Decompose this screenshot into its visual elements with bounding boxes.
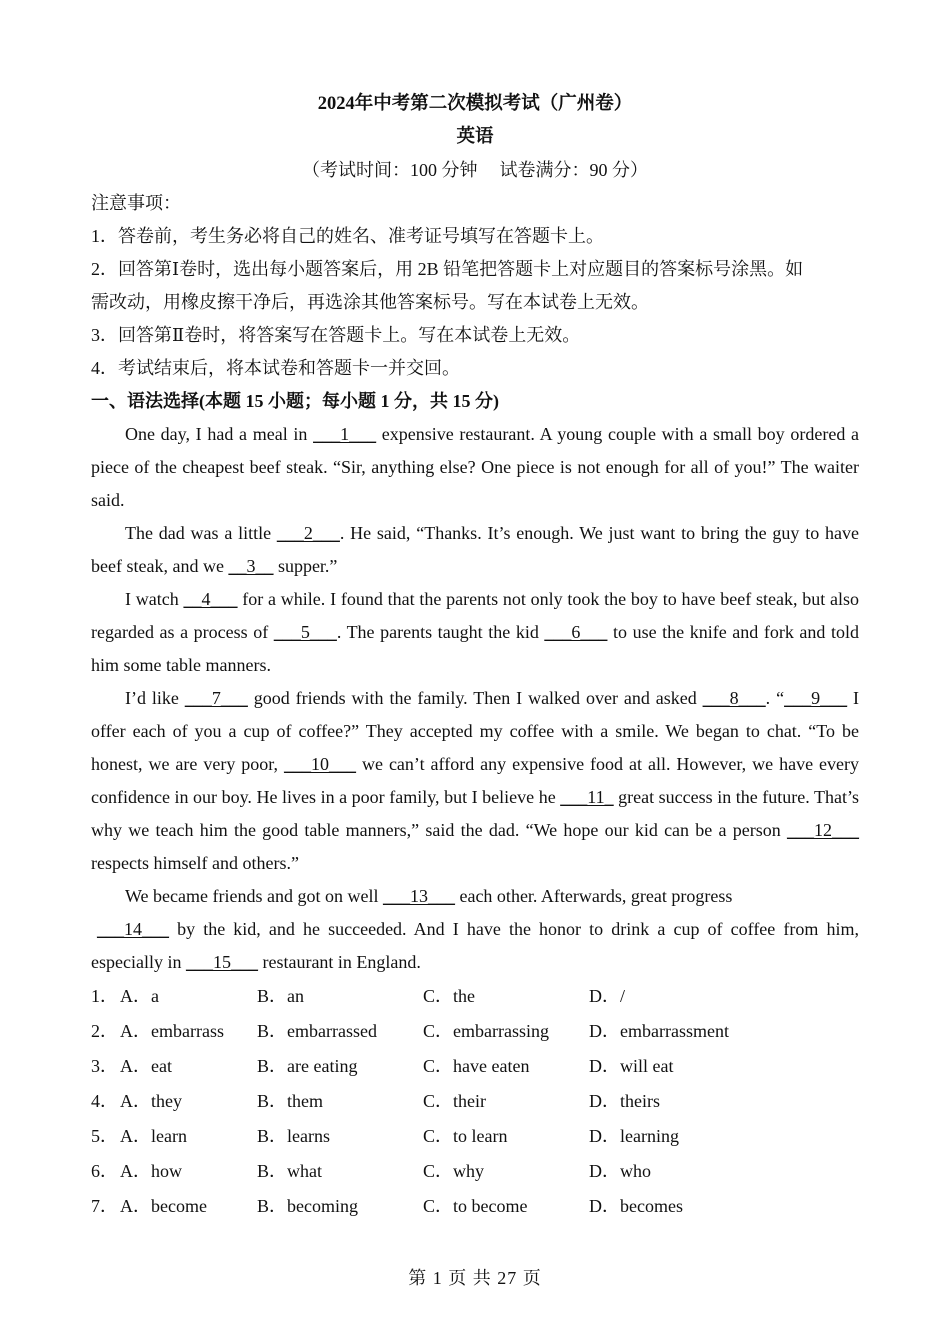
passage-text: for a while. I found that the parents not only took the boy to have beef steak, but also regarded as a process of (91, 589, 859, 642)
option-a: A．learn (120, 1126, 187, 1146)
passage-text: great success in the future. That’s why we teach him the good table manners,” said the dad. “We hope our kid can be a person (91, 787, 859, 840)
blank-1: ___1___ (313, 424, 377, 444)
option-b: B．what (257, 1161, 322, 1181)
blank-6: ___6___ (544, 622, 608, 642)
question-number: 2． (91, 1021, 118, 1041)
option-a: A．become (120, 1196, 207, 1216)
option-c: C．why (423, 1161, 485, 1181)
passage-text: . He said, “Thanks. It’s enough. We just want to bring the guy to have beef steak, and we (91, 523, 859, 576)
notice-heading: 注意事项： (91, 193, 181, 213)
notice-item: 1．答卷前，考生务必将自己的姓名、准考证号填写在答题卡上。 (91, 226, 604, 246)
exam-page (91, 88, 859, 1224)
passage-text: The dad was a little (125, 523, 277, 543)
question-number: 4． (91, 1091, 118, 1111)
page-footer: 第 1 页 共 27 页 (408, 1268, 542, 1288)
passage-paragraph (91, 682, 859, 880)
blank-3: __3__ (228, 556, 274, 576)
option-d: D．/ (589, 986, 625, 1006)
blank-14: ___14___ (97, 919, 169, 939)
passage-text: good friends with the family. Then I walked over and asked (247, 688, 703, 708)
option-c: C．the (423, 986, 475, 1006)
notice-item: 需改动，用橡皮擦干净后，再选涂其他答案标号。写在本试卷上无效。 (91, 292, 649, 312)
section-heading: 一、语法选择(本题 15 小题；每小题 1 分，共 15 分) (91, 391, 499, 411)
passage-text: We became friends and got on well (125, 886, 383, 906)
blank-15: ___15___ (185, 952, 258, 972)
question-number: 1． (91, 986, 118, 1006)
question-row (91, 1049, 859, 1084)
blank-12: ___12___ (787, 820, 859, 840)
option-c: C．have eaten (423, 1056, 530, 1076)
exam-score: 试卷满分：90 分） (499, 160, 648, 180)
passage-text: to use the knife and fork and told him some table manners. (91, 622, 859, 675)
option-a: A．how (120, 1161, 182, 1181)
option-d: D．who (589, 1161, 651, 1181)
passage-text: . The parents taught the kid (336, 622, 545, 642)
blank-7: ___7___ (184, 688, 248, 708)
question-row (91, 1119, 859, 1154)
passage-paragraph (91, 913, 859, 979)
passage-text: I’d like (125, 688, 185, 708)
passage-text: expensive restaurant. A young couple with a small boy ordered a piece of the cheapest beef steak. “Sir, anything else? One piece is not enough for all of you!” The waiter said. (91, 424, 860, 510)
option-b: B．becoming (257, 1196, 358, 1216)
blank-4: __4___ (183, 589, 238, 609)
question-number: 6． (91, 1161, 118, 1181)
exam-time: （考试时间：100 分钟 (302, 160, 478, 180)
passage-text: I watch (125, 589, 184, 609)
blank-8: ___8___ (702, 688, 766, 708)
question-row (91, 1189, 859, 1224)
question-row (91, 1154, 859, 1189)
passage-text: we can’t afford any expensive food at all. However, we have every confidence in our boy. He lives in a poor family, but I believe he (91, 754, 859, 807)
option-c: C．their (423, 1091, 486, 1111)
question-row (91, 1084, 859, 1119)
passage-text: One day, I had a meal in (125, 424, 314, 444)
option-b: B．them (257, 1091, 323, 1111)
option-a: A．they (120, 1091, 182, 1111)
exam-meta (91, 154, 859, 187)
page-title: 2024年中考第二次模拟考试（广州卷） (317, 94, 633, 114)
option-d: D．embarrassment (589, 1021, 729, 1041)
option-d: D．will eat (589, 1056, 674, 1076)
question-options (91, 979, 859, 1224)
option-a: A．eat (120, 1056, 172, 1076)
notice-item: 3．回答第Ⅱ卷时，将答案写在答题卡上。写在本试卷上无效。 (91, 325, 581, 345)
question-number: 3． (91, 1056, 118, 1076)
question-number: 7． (91, 1196, 118, 1216)
blank-11: ___11_ (560, 787, 614, 807)
passage-text: respects himself and others.” (91, 853, 299, 873)
notice-item: 4．考试结束后，将本试卷和答题卡一并交回。 (91, 358, 460, 378)
blank-5: ___5___ (273, 622, 337, 642)
passage-text: supper.” (273, 556, 338, 576)
option-a: A．a (120, 986, 159, 1006)
question-row (91, 979, 859, 1014)
notice-item: 2．回答第Ⅰ卷时，选出每小题答案后，用 2B 铅笔把答题卡上对应题目的答案标号涂黑。如 (91, 259, 804, 279)
option-c: C．embarrassing (423, 1021, 549, 1041)
passage-text: by the kid, and he succeeded. And I have the honor to drink a cup of coffee from him, especially in (91, 919, 859, 972)
passage-paragraph (91, 583, 859, 682)
passage-text: each other. Afterwards, great progress (454, 886, 733, 906)
passage-paragraph (91, 880, 859, 913)
option-d: D．becomes (589, 1196, 683, 1216)
passage-text: . “ (765, 688, 785, 708)
question-number: 5． (91, 1126, 118, 1146)
option-b: B．embarrassed (257, 1021, 377, 1041)
blank-2: ___2___ (276, 523, 340, 543)
option-b: B．an (257, 986, 304, 1006)
passage-text: restaurant in England. (257, 952, 421, 972)
blank-10: ___10___ (284, 754, 357, 774)
subject-heading: 英语 (456, 127, 494, 147)
blank-9: ___9___ (784, 688, 848, 708)
question-row (91, 1014, 859, 1049)
passage-paragraph (91, 418, 859, 517)
option-b: B．learns (257, 1126, 330, 1146)
option-b: B．are eating (257, 1056, 358, 1076)
passage-text: I offer each of you a cup of coffee?” They accepted my coffee with a smile. We began to chat. “To be honest, we are very poor, (91, 688, 859, 774)
option-d: D．learning (589, 1126, 679, 1146)
option-c: C．to become (423, 1196, 528, 1216)
option-a: A．embarrass (120, 1021, 224, 1041)
option-c: C．to learn (423, 1126, 508, 1146)
passage-paragraph (91, 517, 859, 583)
blank-13: ___13___ (382, 886, 455, 906)
option-d: D．theirs (589, 1091, 660, 1111)
